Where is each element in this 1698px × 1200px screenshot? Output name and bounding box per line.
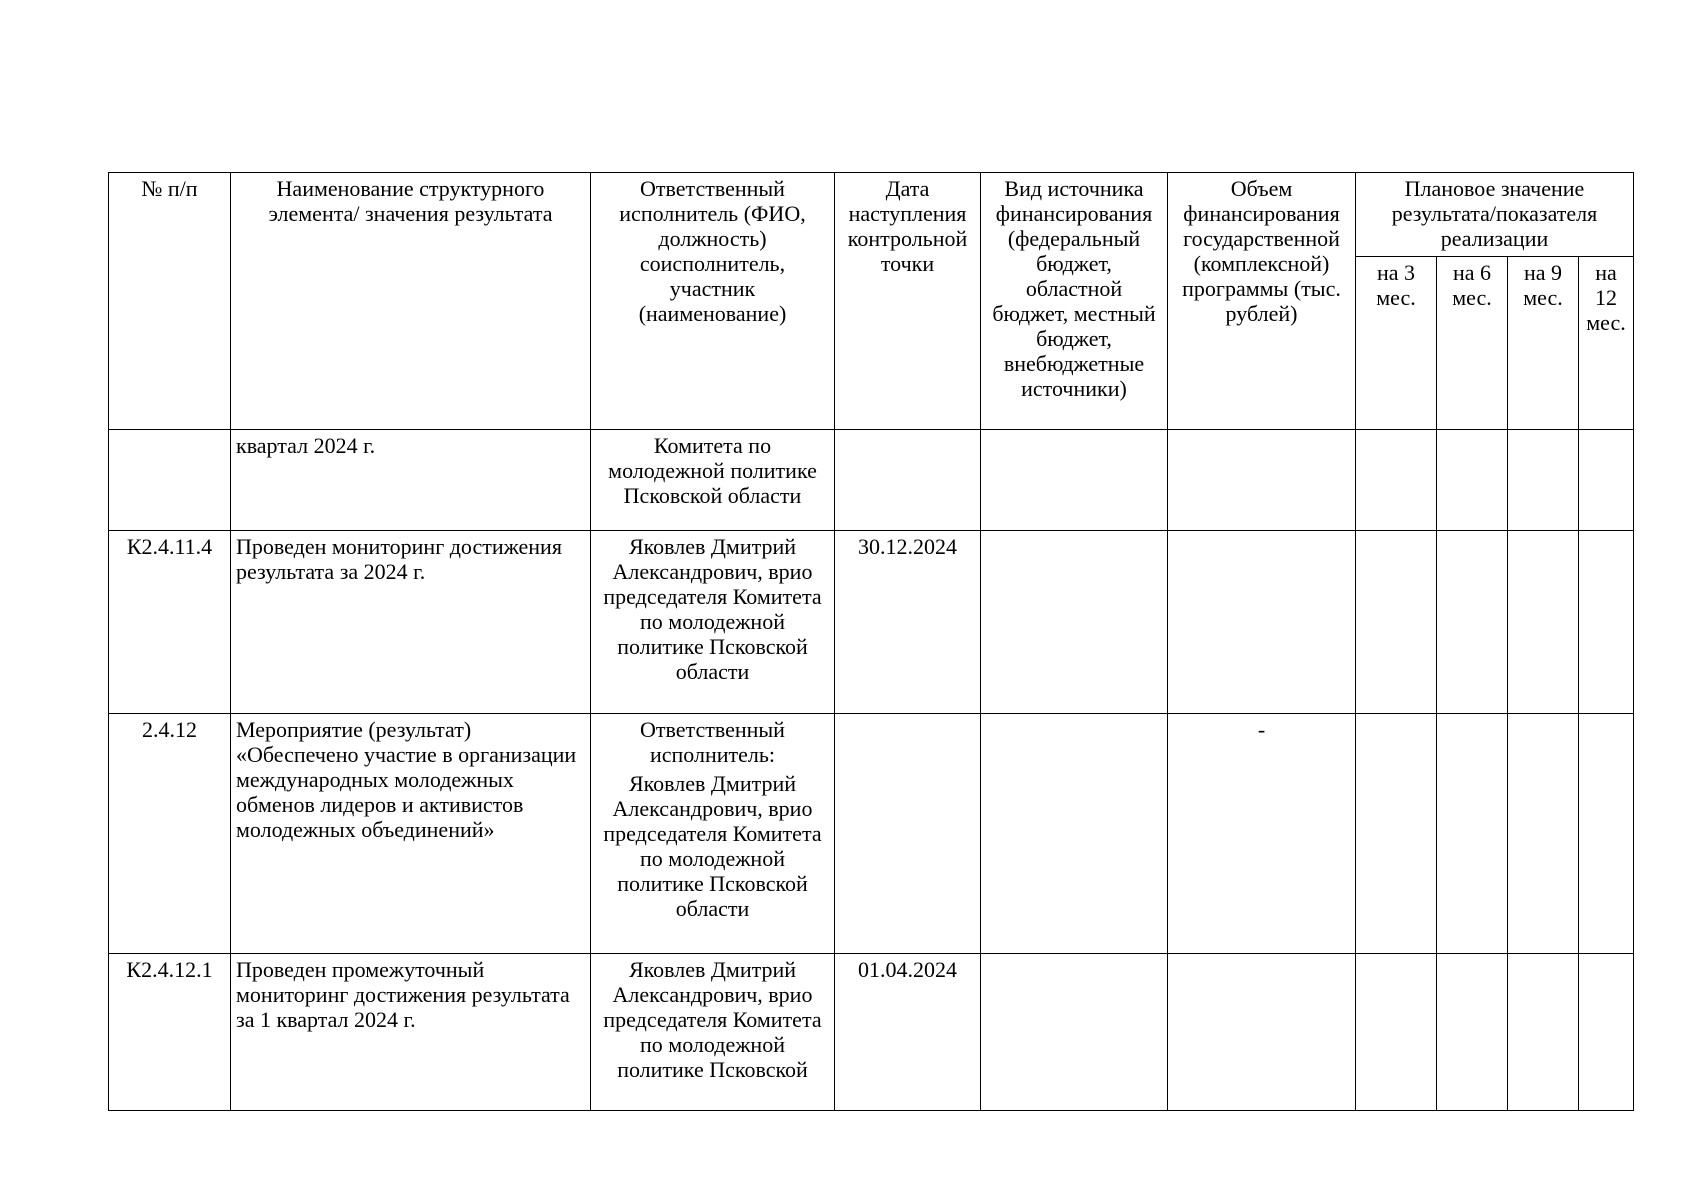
row-m6 [1437, 954, 1508, 1111]
row-volume: - [1168, 714, 1356, 954]
header-volume: Объем финансирования государственной (комплексной) программы (тыс. рублей) [1168, 173, 1356, 430]
row-source [981, 430, 1168, 531]
table-row [109, 954, 1634, 1111]
header-m9: на 9 мес. [1508, 257, 1579, 430]
row-date [835, 714, 981, 954]
row-date [835, 430, 981, 531]
row-name: Проведен мониторинг достижения результата за 2024 г. [231, 531, 591, 714]
row-num: К2.4.12.1 [109, 954, 231, 1111]
row-m12 [1579, 430, 1634, 531]
row-m6 [1437, 714, 1508, 954]
row-num: К2.4.11.4 [109, 531, 231, 714]
header-source: Вид источника финансирования (федеральный бюджет, областной бюджет, местный бюджет, внебюджетные источники) [981, 173, 1168, 430]
header-name: Наименование структурного элемента/ значения результата [231, 173, 591, 430]
row-source [981, 531, 1168, 714]
row-m9 [1508, 531, 1579, 714]
row-m12 [1579, 714, 1634, 954]
row-volume [1168, 954, 1356, 1111]
header-responsible: Ответственный исполнитель (ФИО, должность) соисполнитель, участник (наименование) [591, 173, 835, 430]
row-responsible-label: Ответственный исполнитель: [640, 717, 785, 767]
row-num [109, 430, 231, 531]
row-date: 30.12.2024 [835, 531, 981, 714]
row-name: квартал 2024 г. [231, 430, 591, 531]
header-planned: Плановое значение результата/показателя реализации [1356, 173, 1634, 257]
row-m12 [1579, 954, 1634, 1111]
table-row [109, 714, 1634, 954]
row-responsible: Комитета по молодежной политике Псковской области [591, 430, 835, 531]
row-m3 [1356, 430, 1437, 531]
row-responsible: Яковлев Дмитрий Александрович, врио председателя Комитета по молодежной политике Псковской области [603, 771, 822, 921]
header-num: № п/п [109, 173, 231, 430]
row-source [981, 714, 1168, 954]
row-m3 [1356, 954, 1437, 1111]
header-date: Дата наступления контрольной точки [835, 173, 981, 430]
row-source [981, 954, 1168, 1111]
row-m3 [1356, 714, 1437, 954]
row-m12 [1579, 531, 1634, 714]
header-m12: на 12 мес. [1579, 257, 1634, 430]
plan-table [108, 172, 1634, 1111]
row-responsible: Яковлев Дмитрий Александрович, врио председателя Комитета по молодежной политике Псковской области [591, 531, 835, 714]
table-row [109, 430, 1634, 531]
row-name: Мероприятие (результат) «Обеспечено участие в организации международных молодежных обменов лидеров и активистов молодежных объединений» [231, 714, 591, 954]
row-m9 [1508, 714, 1579, 954]
header-m3: на 3 мес. [1356, 257, 1437, 430]
table-row [109, 531, 1634, 714]
row-m3 [1356, 531, 1437, 714]
row-m9 [1508, 430, 1579, 531]
header-m6: на 6 мес. [1437, 257, 1508, 430]
row-volume [1168, 430, 1356, 531]
row-m6 [1437, 531, 1508, 714]
row-num: 2.4.12 [109, 714, 231, 954]
row-m9 [1508, 954, 1579, 1111]
row-volume [1168, 531, 1356, 714]
row-name: Проведен промежуточный мониторинг достижения результата за 1 квартал 2024 г. [231, 954, 591, 1111]
row-responsible-cell [591, 714, 835, 954]
row-date: 01.04.2024 [835, 954, 981, 1111]
row-m6 [1437, 430, 1508, 531]
row-responsible: Яковлев Дмитрий Александрович, врио председателя Комитета по молодежной политике Псковской [591, 954, 835, 1111]
